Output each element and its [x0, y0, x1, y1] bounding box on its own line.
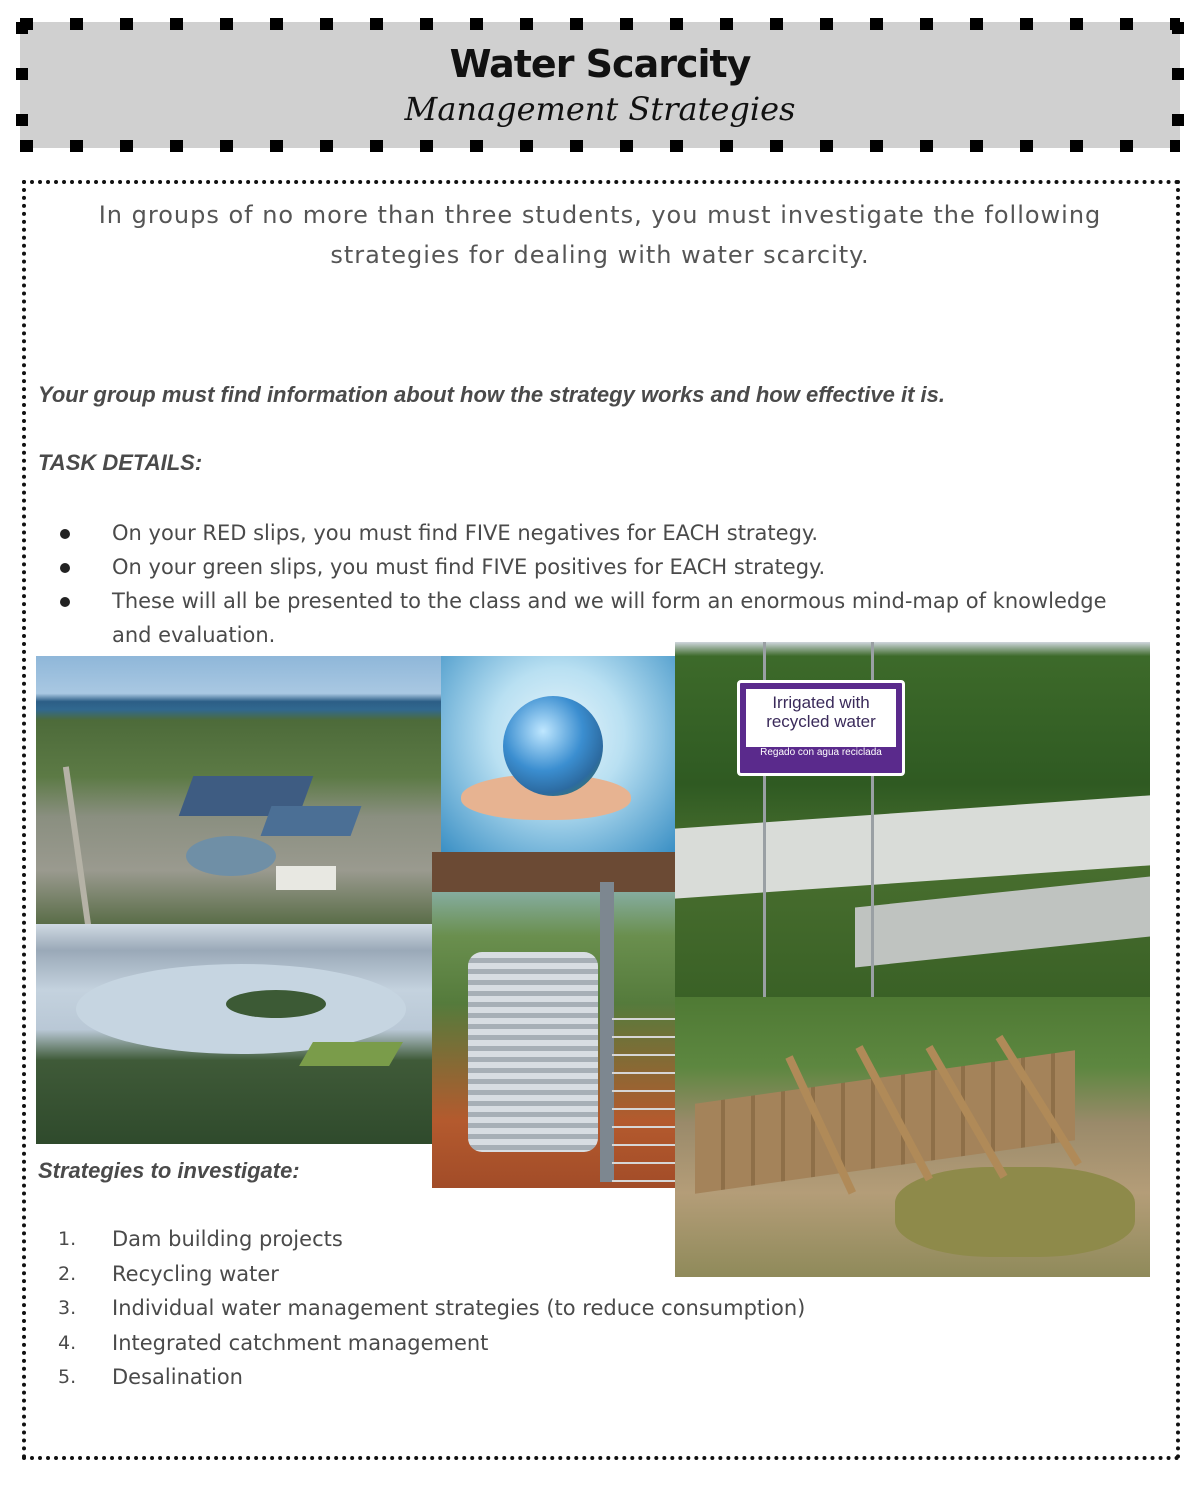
- recycled-water-field-photo: [675, 642, 1150, 997]
- page-title: Water Scarcity: [449, 42, 751, 86]
- globe-icon: [503, 696, 603, 796]
- bullet-text: On your RED slips, you must find FIVE negatives for EACH strategy.: [112, 521, 819, 545]
- photo-detail: [432, 852, 675, 892]
- sign-text: Irrigated with: [772, 693, 870, 712]
- recycled-water-sign: [737, 680, 905, 776]
- title-banner: [20, 22, 1180, 148]
- photo-detail: [299, 1042, 403, 1066]
- photo-detail: [612, 1002, 675, 1182]
- banner-border-bottom: [20, 140, 1180, 152]
- bullet-text: On your green slips, you must find FIVE positives for EACH strategy.: [112, 555, 826, 579]
- globe-in-hands-photo: [441, 656, 675, 852]
- task-bullet-list: [58, 516, 1148, 652]
- photo-detail: [63, 766, 91, 924]
- list-item: [58, 1326, 1058, 1361]
- strategy-label: Desalination: [112, 1365, 243, 1389]
- list-number: 2.: [58, 1262, 77, 1285]
- bullet-icon: [60, 529, 70, 539]
- strategy-label: Individual water management strategies (to reduce consumption): [112, 1296, 806, 1320]
- intro-text: In groups of no more than three students, you must investigate the following strategies for dealing with water scarcity.: [98, 201, 1102, 269]
- strategy-label: Recycling water: [112, 1261, 279, 1286]
- list-item: [58, 516, 1148, 550]
- photo-detail: [226, 990, 326, 1018]
- sign-text: recycled water: [766, 712, 876, 731]
- list-item: [58, 1360, 1058, 1395]
- list-number: 4.: [58, 1331, 77, 1354]
- list-item: [58, 1291, 1058, 1326]
- photo-detail: [261, 806, 362, 836]
- strategy-label: Dam building projects: [112, 1227, 343, 1251]
- bullet-icon: [60, 563, 70, 573]
- sign-subtext: Regado con agua reciclada: [760, 747, 882, 758]
- water-tank-icon: [468, 952, 598, 1152]
- list-item: [58, 1257, 1058, 1292]
- banner-border-top: [20, 18, 1180, 30]
- list-number: 3.: [58, 1297, 77, 1319]
- rainwater-tank-photo: [432, 852, 675, 1188]
- bullet-text: These will all be presented to the class and we will form an enormous mind-map of knowledge and evaluation.: [112, 589, 1107, 647]
- photo-detail: [276, 866, 336, 890]
- photo-detail: [855, 876, 1150, 967]
- list-item: [58, 1222, 1058, 1257]
- list-number: 1.: [58, 1228, 77, 1250]
- list-number: 5.: [58, 1366, 77, 1388]
- task-details-heading: TASK DETAILS:: [38, 450, 203, 475]
- page-subtitle: Management Strategies: [404, 90, 796, 128]
- strategies-list: [58, 1222, 1058, 1395]
- bullet-icon: [60, 597, 70, 607]
- strategy-label: Integrated catchment management: [112, 1330, 489, 1355]
- sign-panel: [746, 689, 896, 747]
- photo-detail: [186, 836, 276, 876]
- strategies-heading: Strategies to investigate:: [38, 1158, 300, 1183]
- lake-aerial-photo: [36, 924, 432, 1144]
- instruction-text: Your group must find information about how the strategy works and how effective it is.: [38, 382, 945, 407]
- desalination-plant-photo: [36, 656, 441, 924]
- list-item: [58, 550, 1148, 584]
